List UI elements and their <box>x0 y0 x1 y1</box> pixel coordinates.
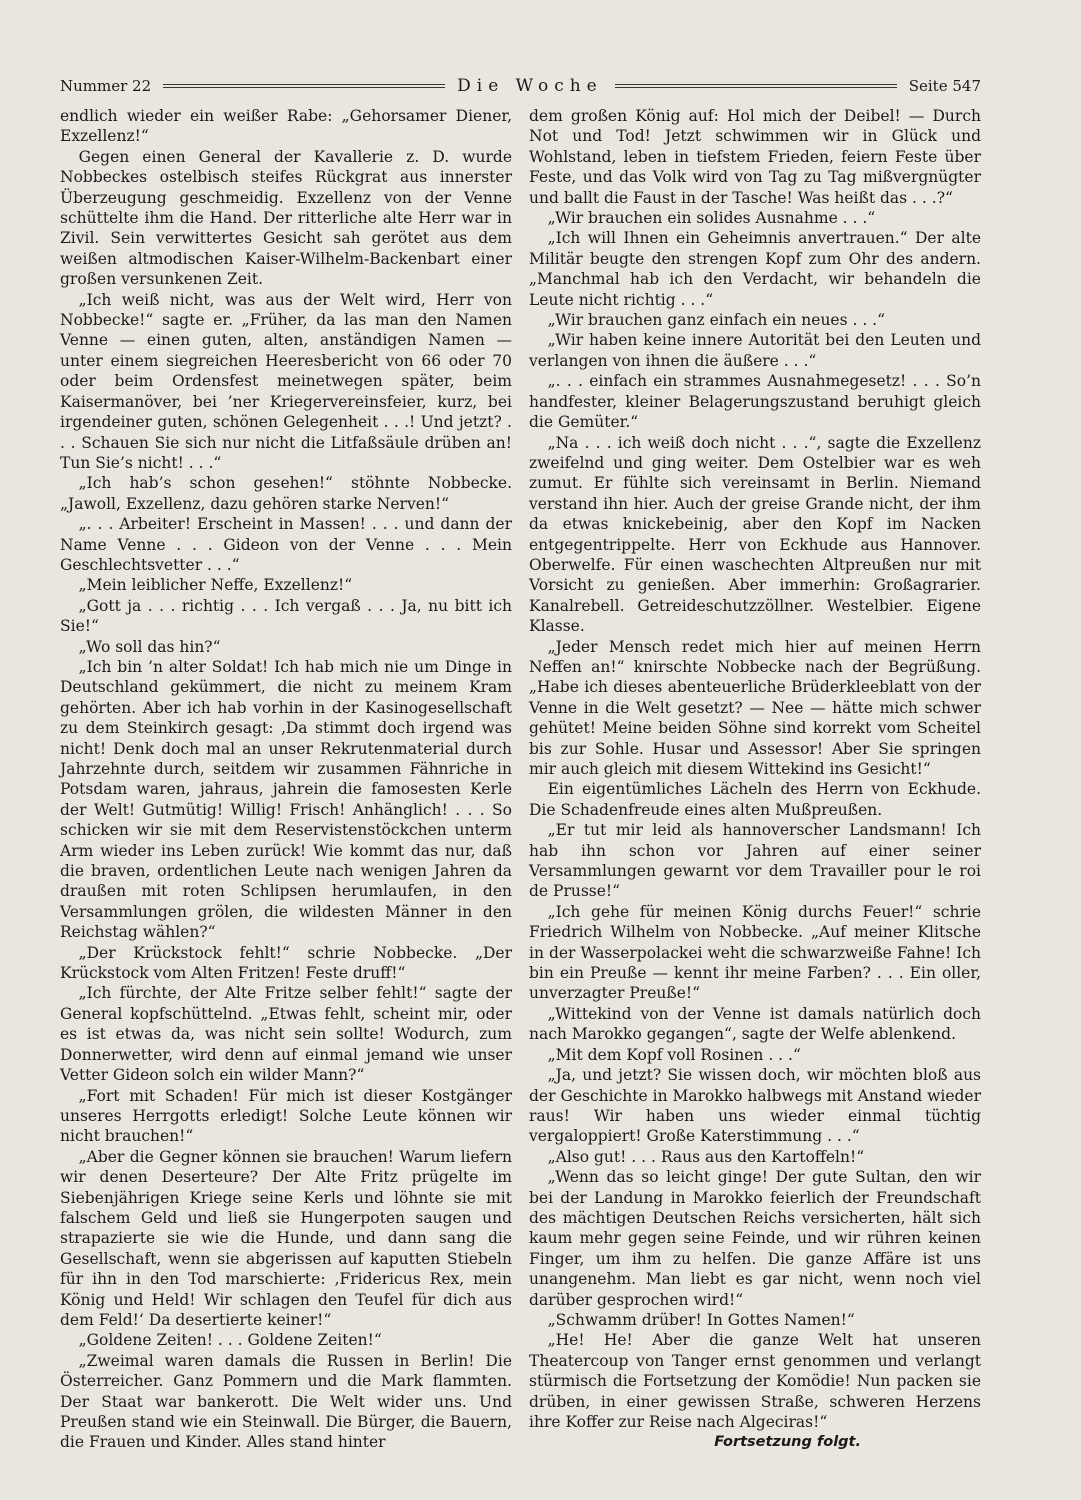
paragraph: „Wir brauchen ganz einfach ein neues . . .“ <box>547 311 886 330</box>
paragraph: „Schwamm drüber! In Gottes Namen!“ <box>547 1310 855 1329</box>
paragraph: „Ich bin ’n alter Soldat! Ich hab mich nie um Dinge in Deutschland gekümmert, die nicht zu meinem Kram gehörten. Aber ich hab vorhin in der Kasinogesellschaft zu dem Steinkirch gesagt: ‚Da stimmt doch irgend was nicht! Denk doch mal an unser Rekrutenmaterial durch Jahrzehnte durch, seitdem wir zusammen Fähnriche in Potsdam waren, jahraus, jahrein die famosesten Kerle der Welt! Gutmütig! Willig! Frisch! Anhänglich! . . . So schicken wir sie mit dem Reservistenstöckchen unterm Arm wieder ins Leben zurück! Wie kommt das nur, daß die braven, ordentlichen Leute nach wenigen Jahren da draußen mit roten Schlipsen herumlaufen, in den Versammlungen grölen, die wildesten Männer in den Reichstag wählen?“ <box>60 657 512 942</box>
paragraph: „. . . Arbeiter! Erscheint in Massen! . . . und dann der Name Venne . . . Gideon von der Venne . . . Mein Geschlechtsvetter . . .“ <box>60 515 512 574</box>
paragraph: „. . . einfach ein strammes Ausnahmegesetz! . . . So’n handfester, kleiner Belagerungszustand beruhigt gleich die Gemüter.“ <box>529 372 981 432</box>
paragraph: „Gott ja . . . richtig . . . Ich vergaß . . . Ja, nu bitt ich Sie!“ <box>60 596 512 636</box>
paragraph: „Wo soll das hin?“ <box>78 637 221 656</box>
right-column <box>529 106 981 1453</box>
paragraph: „Zweimal waren damals die Russen in Berlin! Die Österreicher. Ganz Pommern und die Mark flammten. Der Staat war bankerott. Die Welt wider uns. Und Preußen stand wie ein Steinwall. Die Bürger, die Bauern, die Frauen und Kinder. Alles stand hinter <box>60 1351 512 1452</box>
continuation-note: Fortsetzung folgt. <box>714 1434 861 1451</box>
running-head <box>60 74 981 98</box>
paragraph: „Ja, und jetzt? Sie wissen doch, wir möchten bloß aus der Geschichte in Marokko halbwegs mit Anstand wieder raus! Wir haben uns wieder einmal tüchtig vergaloppiert! Große Katerstimmung . . .“ <box>529 1066 981 1146</box>
paragraph: Gegen einen General der Kavallerie z. D. wurde Nobbeckes ostelbisch steifes Rückgrat aus innerster Überzeugung geschmeidig. Exzellenz von der Venne schüttelte ihm die Hand. Der ritterliche alte Herr war in Zivil. Sein verwittertes Gesicht sah gerötet aus dem weißen altmodischen Kaiser-Wilhelm-Backenbart einer großen versunkenen Zeit. <box>60 147 512 289</box>
paragraph: endlich wieder ein weißer Rabe: „Gehorsamer Diener, Exzellenz!“ <box>60 107 512 146</box>
paragraph: „Na . . . ich weiß doch nicht . . .“, sagte die Exzellenz zweifelnd und ging weiter. Dem Ostelbier war es weh zumut. Er fühlte sich vereinsamt in Berlin. Niemand verstand ihn hier. Auch der greise Grande nicht, der ihm da etwas knickebeinig, aber den Kopf im Nacken entgegentrippelte. Herr von Eckhude aus Hannover. Oberwelfe. Für einen waschechten Altpreußen nur mit Vorsicht zu genießen. Aber immerhin: Großagrarier. Kanalrebell. Getreideschutzzöllner. Westelbier. Eigene Klasse. <box>529 433 981 636</box>
paragraph: „Goldene Zeiten! . . . Goldene Zeiten!“ <box>78 1331 382 1350</box>
issue-number: Nummer 22 <box>60 77 152 95</box>
paragraph: „Er tut mir leid als hannoverscher Landsmann! Ich hab ihn schon vor Jahren auf einer seiner Versammlungen gewarnt vor dem Travailler pour le roi de Prusse!“ <box>529 821 981 901</box>
paragraph: „Der Krückstock fehlt!“ schrie Nobbecke. „Der Krückstock vom Alten Fritzen! Feste druff!“ <box>60 943 512 983</box>
paragraph: „Ich hab’s schon gesehen!“ stöhnte Nobbecke. „Jawoll, Exzellenz, dazu gehören starke Nerven!“ <box>60 474 512 513</box>
header-rule-right <box>615 84 897 88</box>
paragraph: „Aber die Gegner können sie brauchen! Warum liefern wir denen Deserteure? Der Alte Fritz prügelte im Siebenjährigen Kriege seine Kerls und löhnte sie mit falschem Geld und ließ sie Hungerpoten saugen und strapazierte sie wie die Hunde, und dann sang die Gesellschaft, wenn sie abgerissen auf kaputten Stiebeln für ihn in den Tod marschierte: ‚Fridericus Rex, mein König und Held! Wir schlagen den Teufel für dich aus dem Feld!‘ Da desertierte keiner!“ <box>60 1147 512 1329</box>
paragraph: „Wittekind von der Venne ist damals natürlich doch nach Marokko gegangen“, sagte der Welfe ablenkend. <box>529 1004 981 1044</box>
paragraph: „Mit dem Kopf voll Rosinen . . .“ <box>547 1045 801 1064</box>
paragraph: „He! He! Aber die ganze Welt hat unseren Theatercoup von Tanger ernst genommen und verlangt stürmisch die Fortsetzung der Komödie! Nun packen sie drüben, in einer gewissen Straße, schweren Herzens ihre Koffer zur Reise nach Algeciras!“ <box>529 1331 981 1431</box>
paragraph: „Also gut! . . . Raus aus den Kartoffeln!“ <box>547 1147 865 1166</box>
page-number: Seite 547 <box>908 77 981 95</box>
paragraph: „Ich fürchte, der Alte Fritze selber fehlt!“ sagte der General kopfschüttelnd. „Etwas fehlt, scheint mir, oder es ist etwas da, was nicht sein sollte! Wodurch, zum Donnerwetter, wird denn auf einmal jemand wie unser Vetter Gideon solch ein wilder Mann?“ <box>60 984 512 1085</box>
paragraph: „Ich weiß nicht, was aus der Welt wird, Herr von Nobbecke!“ sagte er. „Früher, da las man den Namen Venne — einen guten, alten, anständigen Namen — unter einem siegreichen Heeresbericht von 66 oder 70 oder beim Ordensfest meinetwegen später, beim Kaisermanöver, bei ’ner Kriegervereinsfeier, kurz, bei irgendeiner guten, schönen Gelegenheit . . .! Und jetzt? . . . Schauen Sie sich nur nicht die Litfaßsäule drüben an! Tun Sie’s nicht! . . .“ <box>60 290 512 472</box>
paragraph: „Ich will Ihnen ein Geheimnis anvertrauen.“ Der alte Militär beugte den strengen Kopf zum Ohr des andern. „Manchmal hab ich den Verdacht, wir behandeln die Leute nicht richtig . . .“ <box>529 229 981 309</box>
paragraph: dem großen König auf: Hol mich der Deibel! — Durch Not und Tod! Jetzt schwimmen wir in Glück und Wohlstand, leben in tiefstem Frieden, feiern Feste über Feste, und das Volk wird von Tag zu Tag mißvergnügter und ballt die Faust in der Tasche! Was heißt das . . .?“ <box>529 107 981 207</box>
paragraph: „Mein leiblicher Neffe, Exzellenz!“ <box>78 576 353 595</box>
paragraph: „Wir brauchen ein solides Ausnahme . . .“ <box>547 209 876 228</box>
magazine-title: Die Woche <box>457 76 603 96</box>
paragraph: „Ich gehe für meinen König durchs Feuer!“ schrie Friedrich Wilhelm von Nobbecke. „Auf meiner Klitsche in der Wasserpolackei weht die schwarzweiße Fahne! Ich bin ein Preuße — kennt ihr meine Farben? . . . Ein oller, unverzagter Preuße!“ <box>529 902 981 1003</box>
paragraph: „Jeder Mensch redet mich hier auf meinen Herrn Neffen an!“ knirschte Nobbecke nach der Begrüßung. „Habe ich dieses abenteuerliche Brüderkleeblatt von der Venne in die Welt gesetzt? — Nee — hätte mich schwer gehütet! Meine beiden Söhne sind korrekt vom Scheitel bis zur Sohle. Husar und Assessor! Aber Sie springen mir auch gleich mit diesem Wittekind ins Gesicht!“ <box>529 637 981 778</box>
left-column <box>60 106 512 1453</box>
paragraph: „Wir haben keine innere Autorität bei den Leuten und verlangen von ihnen die äußere . . .“ <box>529 331 981 370</box>
header-rule-left <box>163 84 445 88</box>
paragraph: Ein eigentümliches Lächeln des Herrn von Eckhude. Die Schadenfreude eines alten Mußpreußen. <box>529 780 981 819</box>
paragraph: „Wenn das so leicht ginge! Der gute Sultan, den wir bei der Landung in Marokko feierlich der Freundschaft des mächtigen Deutschen Reichs versicherten, hält sich kaum mehr gegen seine Feinde, und wir rühren keinen Finger, um ihm zu helfen. Die ganze Affäre ist uns unangenehm. Man liebt es gar nicht, wenn noch viel darüber gesprochen wird!“ <box>529 1168 981 1309</box>
paragraph: „Fort mit Schaden! Für mich ist dieser Kostgänger unseres Herrgotts erledigt! Solche Leute können wir nicht brauchen!“ <box>60 1086 512 1146</box>
